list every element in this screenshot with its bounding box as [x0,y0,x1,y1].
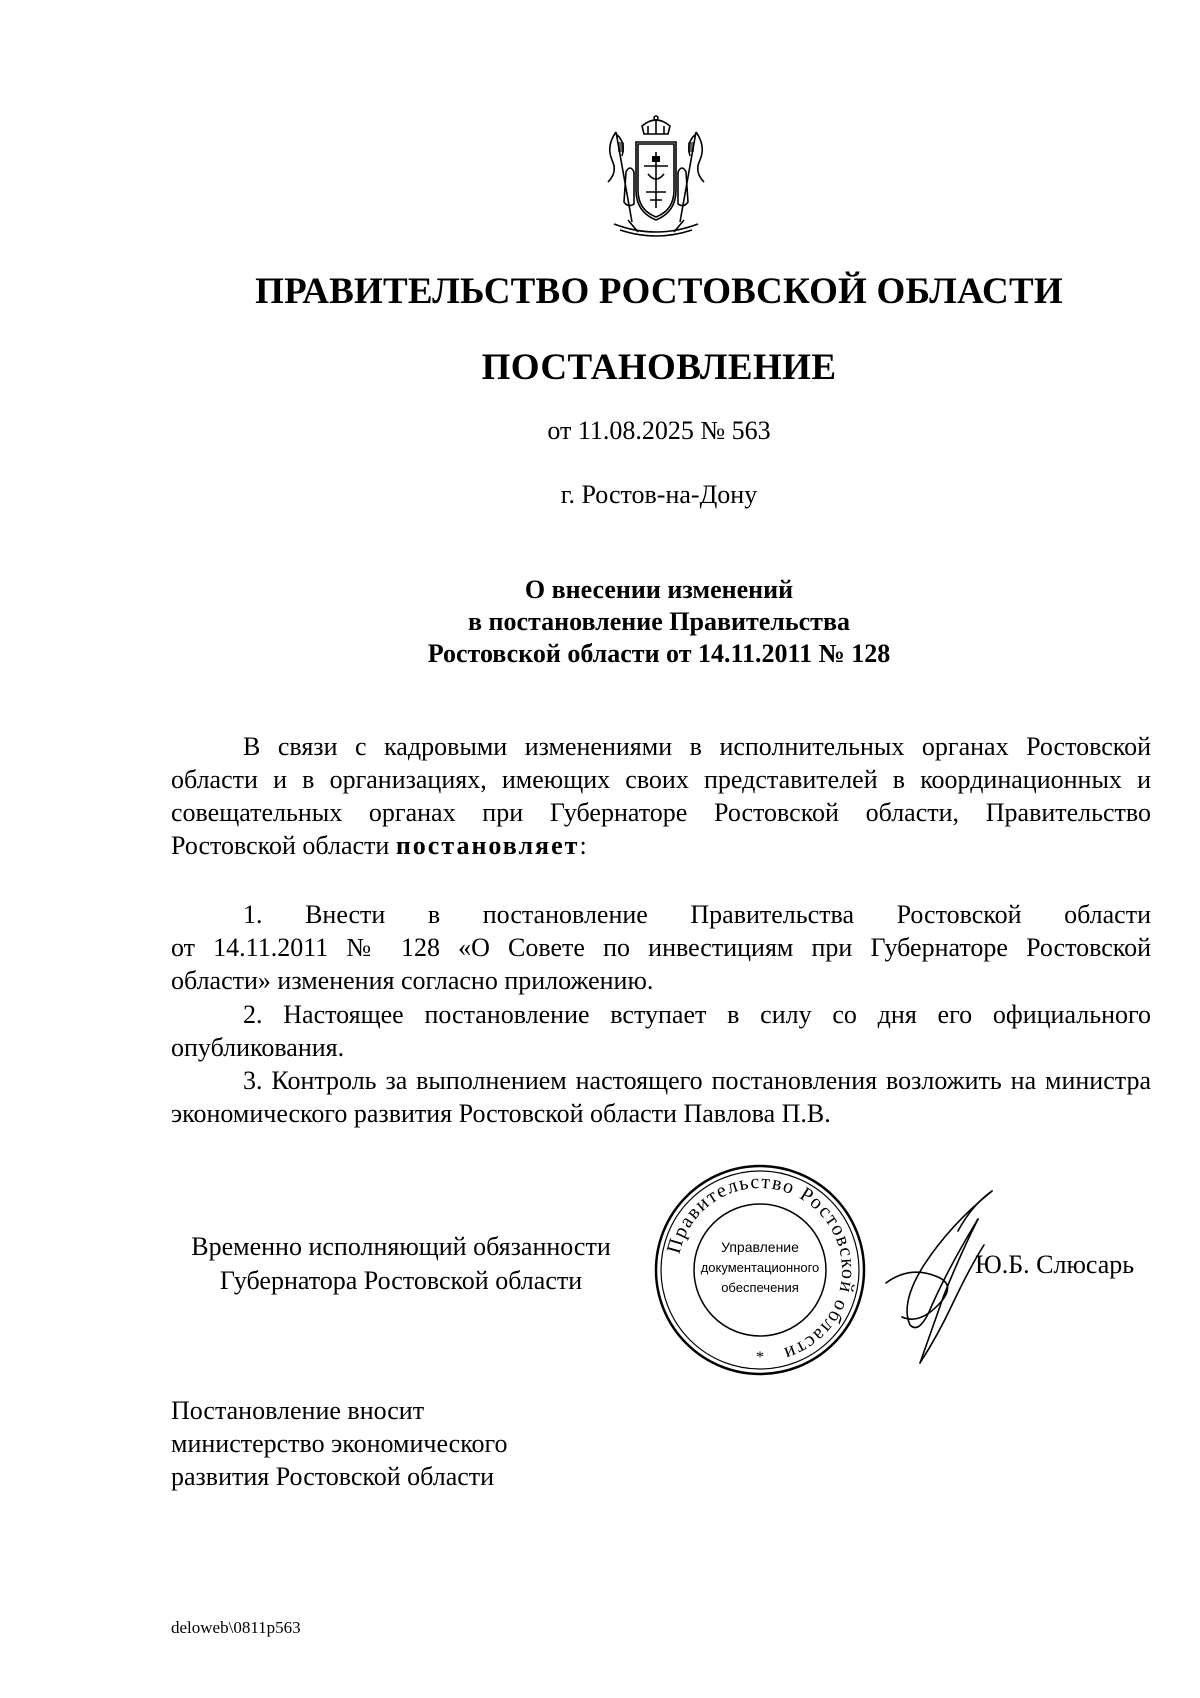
footer-code: deloweb\0811p563 [171,1618,301,1637]
signer-position-line: Временно исполняющий обязанности [191,1232,611,1261]
item-2-paragraph: 2. Настоящее постановление вступает в силу со дня его официального опубликования. [171,1000,1151,1062]
submitter-line: развития Ростовской области [171,1462,495,1491]
subject-line: О внесении изменений [524,575,794,604]
submitter-block [171,1394,508,1493]
signer-position-line: Губернатора Ростовской области [219,1266,583,1295]
seal-inner-line: Управление [721,1239,799,1255]
item-1-line-1: 1. Внести в постановление Правительства Ростовской области [243,900,1151,929]
item-3-paragraph: 3. Контроль за выполнением настоящего постановления возложить на министра экономического развития Ростовской области Павлова П.В. [171,1066,1151,1128]
submitter-line: Постановление вносит [171,1396,425,1425]
document-city: г. Ростов-на-Дону [560,480,758,509]
submitter-line: министерство экономического [171,1429,508,1458]
item-1-rest [171,931,1151,997]
document-subject [0,574,1200,670]
svg-text:*: * [756,1349,764,1366]
rostov-oblast-coat-of-arms-icon [598,112,714,242]
preamble-paragraph [171,730,1151,862]
document-type: ПОСТАНОВЛЕНИЕ [481,347,837,388]
subject-line: в постановление Правительства [467,607,850,636]
official-seal-icon [650,1160,870,1380]
item-1-line-3: области» изменения согласно приложению. [171,966,654,995]
signer-position [171,1230,631,1298]
document-date-number [0,416,1200,446]
seal-outer-text: Правительство Ростовской области [662,1170,860,1366]
preamble-end: : [579,831,587,860]
seal-inner-line: документационного [700,1260,820,1275]
preamble-text: В связи с кадровыми изменениями в исполнительных органах Ростовской области и в организациях, имеющих своих представителей в координационных и совещательных органах при Губернаторе Ростовской области, Правительство Ростовской области [171,732,1151,860]
signer-name: Ю.Б. Слюсарь [975,1250,1135,1279]
item-1-line-2: от 14.11.2011 № 128 «О Совете по инвестициям при Губернаторе Ростовской [171,933,1151,962]
handwritten-signature-icon [880,1185,1010,1375]
subject-line: Ростовской области от 14.11.2011 № 128 [427,639,891,668]
preamble-keyword: постановляет [395,831,580,860]
organization-title: ПРАВИТЕЛЬСТВО РОСТОВСКОЙ ОБЛАСТИ [255,271,1063,312]
seal-inner-line: обеспечения [721,1280,799,1295]
date-number-text: от 11.08.2025 № 563 [547,416,771,445]
